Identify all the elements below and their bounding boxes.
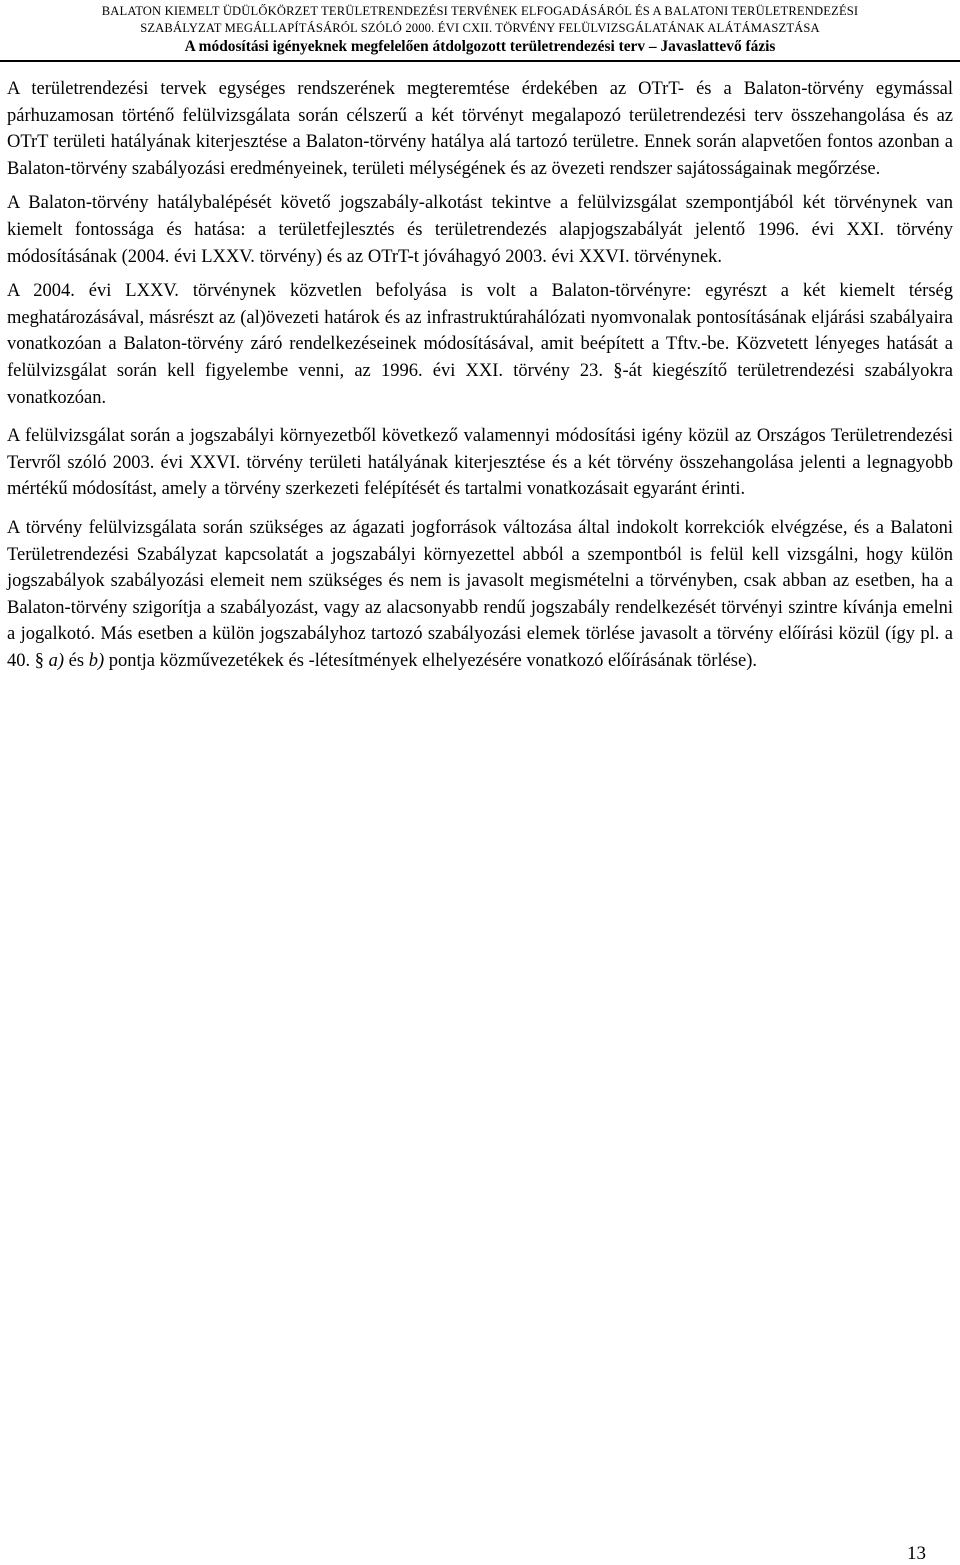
point-b-label: b) (88, 650, 105, 671)
paragraph-5-text: A törvény felülvizsgálata során szükséges az ágazati jogforrások változása által indokolt korrekciók elvégzése, és a Balatoni Területrendezési Szabályzat kapcsolatát a jogszabályi környezettel abból a szempontból is felül kell vizsgálni, hogy külön jogszabályok szabályozási elemeit nem szükséges és nem is javasolt megismételni a törvényben, csak abban az esetben, ha a Balaton-törvény szigorítja a szabályozást, vagy az alacsonyabb rendű jogszabály rendelkezését törvényi szintre kívánja emelni a jogalkotó. Más esetben a külön jogszabályhoz tartozó szabályozási elemek törlése javasolt a törvény előírási közül (így pl. a 40. § (7, 517, 953, 671)
running-header (0, 0, 960, 62)
paragraph-1: A területrendezési tervek egységes rendszerének megteremtése érdekében az OTrT- és a Balaton-törvény egymással párhuzamosan történő felülvizsgálata során célszerű a két törvényt megalapozó területrendezési terv összehangolása és az OTrT területi hatályának kiterjesztése a Balaton-törvény hatálya alá tartozó területre. Ennek során alapvetően fontos azonban a Balaton-törvény szabályozási eredményeinek, területi mélységének és az övezeti rendszer sajátosságainak megőrzése. (7, 79, 953, 179)
paragraph-3: A 2004. évi LXXV. törvénynek közvetlen befolyása is volt a Balaton-törvényre: egyrészt a két kiemelt térség meghatározásával, másrészt az (al)övezeti határok és az infrastruktúrahálózati nyomvonalak pontosításának eljárási szabályaira vonatkozóan a Balaton-törvény záró rendelkezéseinek módosításával, amit beépített a Tftv.-be. Közvetett lényeges hatását a felülvizsgálat során kell figyelembe venni, az 1996. évi XXI. törvény 23. §-át kiegészítő területrendezési szabályokra vonatkozóan. (7, 281, 953, 408)
header-title-line-1: BALATON KIEMELT ÜDÜLŐKÖRZET TERÜLETRENDEZÉSI TERVÉNEK ELFOGADÁSÁRÓL ÉS A BALATONI TERÜLETRENDEZÉSI (101, 4, 859, 18)
paragraph-5-text-end: pontja közművezetékek és -létesítmények elhelyezésére vonatkozó előírásának törlése). (108, 650, 758, 671)
header-subtitle: A módosítási igényeknek megfelelően átdolgozott területrendezési terv – Javaslattevő fázis (184, 38, 776, 55)
page-number: 13 (907, 1543, 926, 1564)
header-title-line-2: SZABÁLYZAT MEGÁLLAPÍTÁSÁRÓL SZÓLÓ 2000. ÉVI CXII. TÖRVÉNY FELÜLVIZSGÁLATÁNAK ALÁTÁMASZTÁSA (140, 21, 820, 35)
paragraph-2: A Balaton-törvény hatálybalépését követő jogszabály-alkotást tekintve a felülvizsgálat szempontjából két törvénynek van kiemelt fontossága és hatása: a területfejlesztés és területrendezés alapjogszabályát jelentő 1996. évi XXI. törvény módosításának (2004. évi LXXV. törvény) és az OTrT-t jóváhagyó 2003. évi XXVI. törvénynek. (7, 193, 953, 267)
paragraph-5 (7, 515, 953, 675)
header-divider (0, 60, 960, 62)
document-body (7, 76, 953, 674)
paragraph-4: A felülvizsgálat során a jogszabályi környezetből következő valamennyi módosítási igény közül az Országos Területrendezési Tervről szóló 2003. évi XXVI. törvény területi hatályának kiterjesztése és a két törvény összehangolása jelenti a legnagyobb mértékű módosítást, amely a törvény szerkezeti felépítését és tartalmi vonatkozásait egyaránt érinti. (7, 426, 953, 500)
conjunction: és (68, 650, 85, 671)
point-a-label: a) (48, 650, 65, 671)
